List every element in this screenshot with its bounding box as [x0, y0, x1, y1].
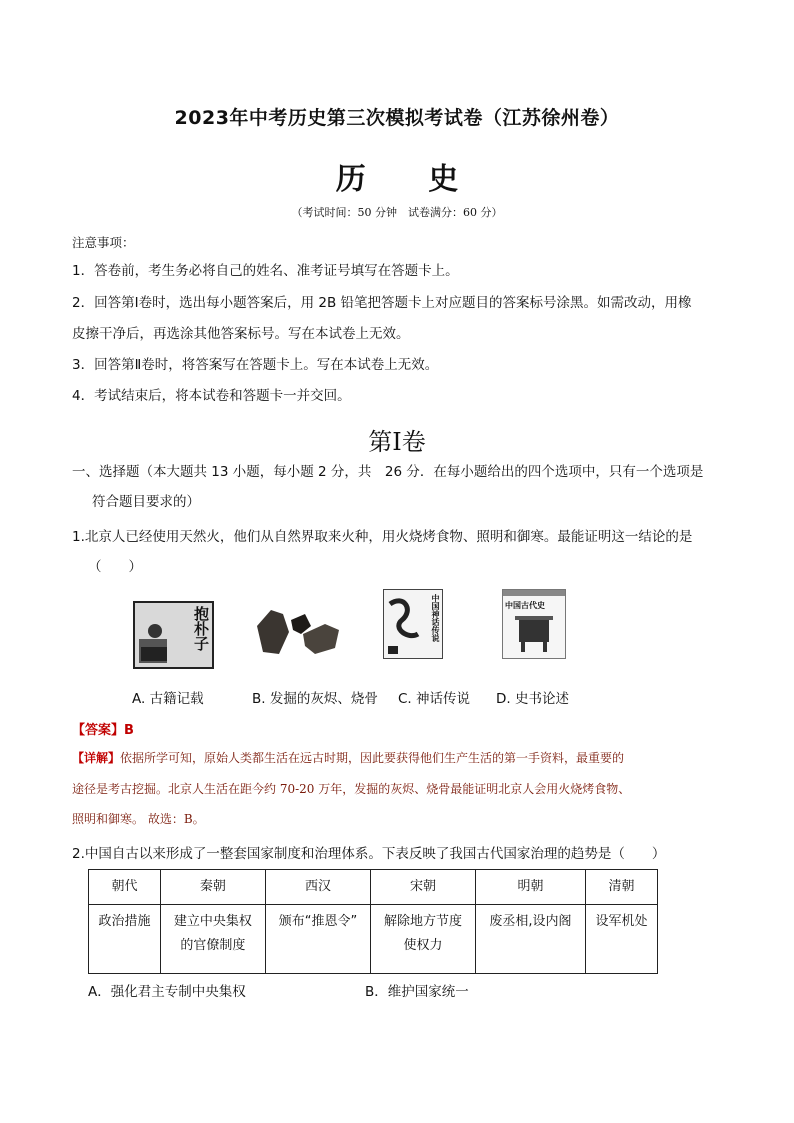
q2-option-b: B．维护国家统一 [365, 984, 469, 1000]
table-row [89, 905, 658, 974]
option-b: B. 发掘的灰烬、烧骨 [252, 691, 378, 707]
section-instruction: 一、选择题（本大题共 13 小题，每小题 2 分，共 26 分．在每小题给出的四个选项中，只有一个选项是 [72, 464, 704, 480]
notice-item: 4．考试结束后，将本试卷和答题卡一并交回。 [72, 388, 351, 404]
answer-label: 【答案】B [72, 723, 134, 738]
table-cell: 解除地方节度 使权力 [371, 905, 476, 974]
table-header-cell: 秦朝 [160, 870, 265, 905]
history-book-image [502, 589, 566, 659]
section-instruction-cont: 符合题目要求的） [92, 494, 200, 510]
table-header-cell: 宋朝 [371, 870, 476, 905]
table-header-cell: 朝代 [89, 870, 161, 905]
legend-book-text: 中国神话传说 [431, 594, 440, 642]
detail-line [72, 749, 732, 768]
ash-bone-illustration [253, 604, 343, 660]
notice-item: 皮擦干净后，再选涂其他答案标号。写在本试卷上无效。 [72, 326, 410, 342]
option-a: A. 古籍记载 [132, 691, 204, 707]
notice-item: 1．答卷前，考生务必将自己的姓名、准考证号填写在答题卡上。 [72, 263, 459, 279]
question-1-stem: 1.北京人已经使用天然火，他们从自然界取来火种，用火烧烤食物、照明和御寒。最能证明这一结论的是 [72, 529, 693, 545]
ash-bone-image [253, 604, 343, 660]
notice-item: 2．回答第Ⅰ卷时，选出每小题答案后，用 2B 铅笔把答题卡上对应题目的答案标号涂黑。如需改动，用橡 [72, 295, 692, 311]
governance-table [88, 869, 658, 974]
notice-heading: 注意事项： [72, 235, 135, 250]
table-header-cell: 明朝 [475, 870, 585, 905]
table-header-cell: 西汉 [265, 870, 370, 905]
table-cell: 建立中央集权 的官僚制度 [160, 905, 265, 974]
table-cell: 政治措施 [89, 905, 161, 974]
detail-text: 依据所学可知，原始人类都生活在远古时期，因此要获得他们生产生活的第一手资料，最重要的 [120, 751, 625, 765]
question-1-bracket: （ ） [88, 559, 142, 575]
history-book-text: 中国古代史 [505, 601, 545, 610]
table-header-cell: 清朝 [585, 870, 657, 905]
detail-label: 【详解】 [72, 751, 121, 765]
q2-option-a: A．强化君主专制中央集权 [88, 984, 246, 1000]
legend-book-image [383, 589, 443, 659]
table-cell: 设军机处 [585, 905, 657, 974]
detail-line: 照明和御寒。 故选：B。 [72, 812, 205, 826]
exam-info: （考试时间：50 分钟 试卷满分：60 分） [291, 206, 503, 219]
section-title: 第Ⅰ卷 [368, 428, 426, 456]
book-cover-text: 抱朴子 [192, 606, 210, 651]
question-2-stem: 2.中国自古以来形成了一整套国家制度和治理体系。下表反映了我国古代国家治理的趋势是（ ） [72, 846, 666, 862]
exam-title: 2023年中考历史第三次模拟考试卷（江苏徐州卷） [174, 107, 620, 129]
table-header-row [89, 870, 658, 905]
ancient-book-image [133, 601, 214, 669]
detail-line: 途径是考古挖掘。北京人生活在距今约 70-20 万年，发掘的灰烬、烧骨最能证明北京人会用火烧烤食物、 [72, 782, 631, 796]
subject-title: 历 史 [335, 162, 485, 197]
table-cell: 颁布“推恩令” [265, 905, 370, 974]
table-cell: 废丞相,设内阁 [475, 905, 585, 974]
option-d: D. 史书论述 [496, 691, 569, 707]
option-c: C. 神话传说 [398, 691, 471, 707]
notice-item: 3．回答第Ⅱ卷时，将答案写在答题卡上。写在本试卷上无效。 [72, 357, 439, 373]
